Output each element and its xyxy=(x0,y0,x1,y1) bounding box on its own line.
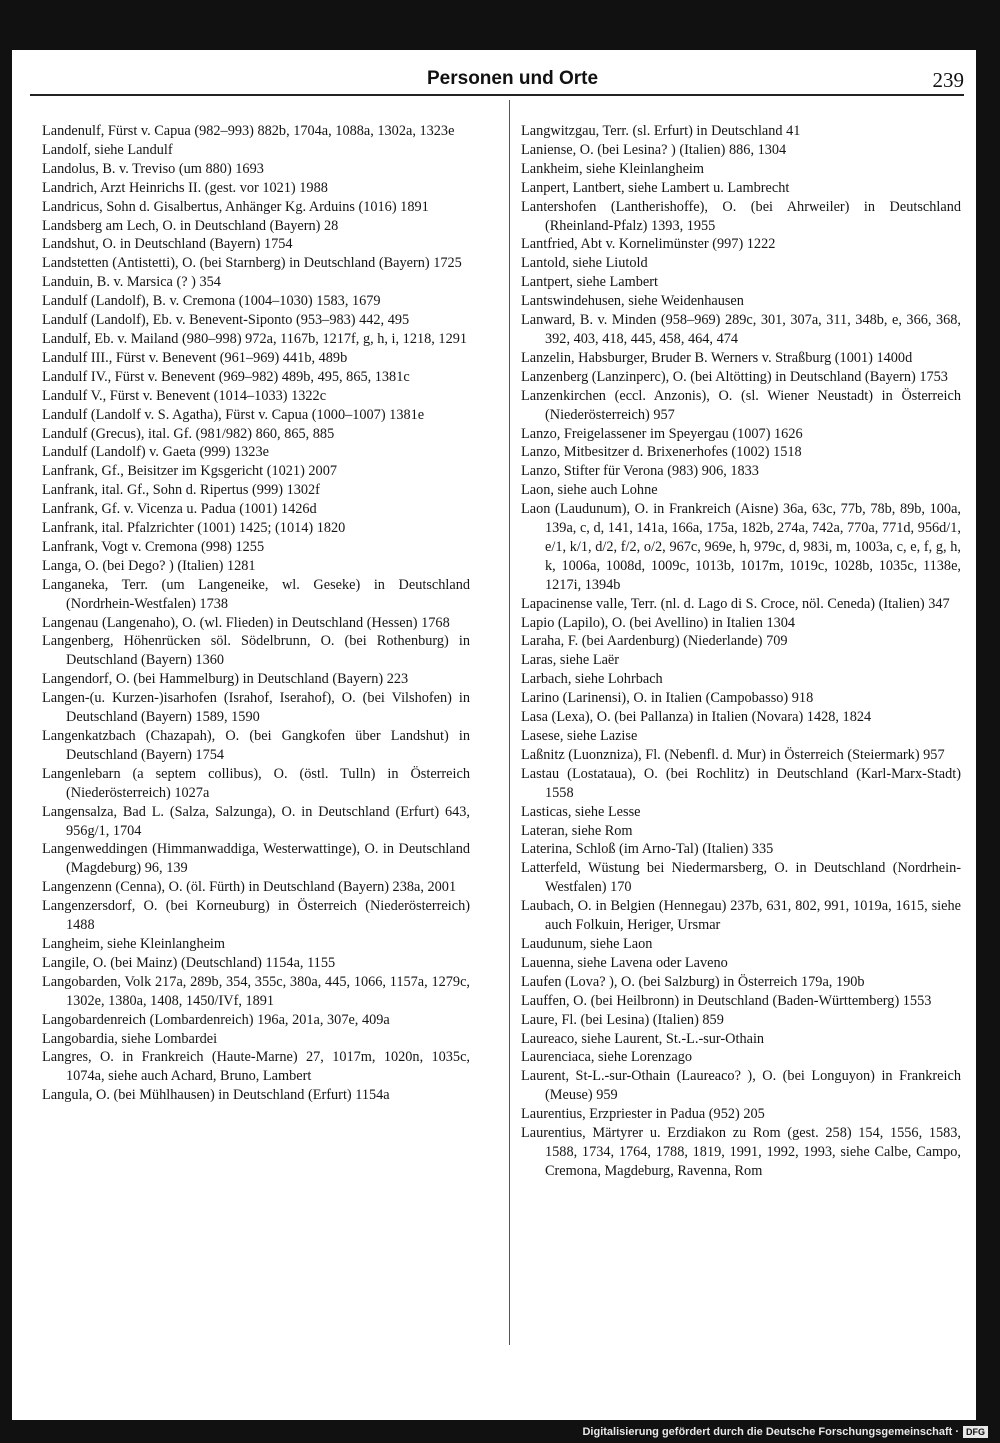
footer-text: Digitalisierung gefördert durch die Deutsche Forschungsgemeinschaft · xyxy=(582,1426,959,1438)
index-entry: Laurentius, Märtyrer u. Erzdiakon zu Rom (gest. 258) 154, 1556, 1583, 1588, 1734, 1764, 1788, 1819, 1991, 1992, 1993, siehe Calbe, Campo, Cremona, Magdeburg, Ravenna, Rom xyxy=(521,1125,961,1179)
index-entry: Landulf V., Fürst v. Benevent (1014–1033) 1322c xyxy=(42,387,327,404)
index-entry: Landulf (Landolf) v. Gaeta (999) 1323e xyxy=(42,444,269,461)
index-entry: Landolus, B. v. Treviso (um 880) 1693 xyxy=(42,160,264,177)
index-entry: Landulf, Eb. v. Mailand (980–998) 972a, 1167b, 1217f, g, h, i, 1218, 1291 xyxy=(42,330,468,347)
index-entry: Lapio (Lapilo), O. (bei Avellino) in Italien 1304 xyxy=(521,614,796,631)
index-entry: Lanzo, Mitbesitzer d. Brixenerhofes (1002) 1518 xyxy=(521,444,802,461)
index-entry: Laraha, F. (bei Aardenburg) (Niederlande) 709 xyxy=(521,633,788,650)
index-entry: Lauffen, O. (bei Heilbronn) in Deutschland (Baden-Württemberg) 1553 xyxy=(521,992,932,1009)
index-entry: Laon (Laudunum), O. in Frankreich (Aisne) 36a, 63c, 77b, 78b, 89b, 100a, 139a, c, d, 141, 141a, 166a, 175a, 182b, 274a, 742a, 770a, 771d, 956d/1, e/1, k/1, d/2, f/2, o/2, 967c, 969e, h, 979c, d, 983i, m, 1003a, c, e, f, g, h, k, 1006a, 1008d, 1009c, 1013b, 1017m, 1019c, 1028b, 1035c, 1138e, 1217i, 1394b xyxy=(521,501,961,593)
index-entry: Lapacinense valle, Terr. (nl. d. Lago di S. Croce, nöl. Ceneda) (Italien) 347 xyxy=(521,595,950,612)
page-number: 239 xyxy=(932,68,964,92)
right-column xyxy=(521,122,961,1181)
index-entry: Laure, Fl. (bei Lesina) (Italien) 859 xyxy=(521,1011,724,1028)
index-entry: Langobarden, Volk 217a, 289b, 354, 355c, 380a, 445, 1066, 1157a, 1279c, 1302e, 1380a, 1408, 1450/IVf, 1891 xyxy=(42,973,470,1009)
index-entry: Landulf III., Fürst v. Benevent (961–969) 441b, 489b xyxy=(42,349,348,366)
index-entry: Laurentius, Erzpriester in Padua (952) 205 xyxy=(521,1106,765,1123)
index-entry: Lanzenkirchen (eccl. Anzonis), O. (sl. Wiener Neustadt) in Österreich (Niederösterreich) 957 xyxy=(521,387,961,423)
index-entry: Lasa (Lexa), O. (bei Pallanza) in Italien (Novara) 1428, 1824 xyxy=(521,709,872,726)
index-entry: Langensalza, Bad L. (Salza, Salzunga), O. in Deutschland (Erfurt) 643, 956g/1, 1704 xyxy=(42,803,470,839)
index-entry: Lasese, siehe Lazise xyxy=(521,728,638,744)
index-entry: Langenweddingen (Himmanwaddiga, Westerwattinge), O. in Deutschland (Magdeburg) 96, 139 xyxy=(42,841,470,877)
index-entry: Landricus, Sohn d. Gisalbertus, Anhänger Kg. Arduins (1016) 1891 xyxy=(42,198,429,215)
column-divider xyxy=(509,100,510,1345)
index-entry: Langa, O. (bei Dego? ) (Italien) 1281 xyxy=(42,557,256,574)
index-entry: Landstetten (Antistetti), O. (bei Starnberg) in Deutschland (Bayern) 1725 xyxy=(42,255,462,272)
page-title: Personen und Orte xyxy=(427,68,599,89)
index-entry: Lantershofen (Lantherishoffe), O. (bei Ahrweiler) in Deutschland (Rheinland-Pfalz) 1393, 1955 xyxy=(521,198,961,234)
index-entry: Landulf IV., Fürst v. Benevent (969–982) 489b, 495, 865, 1381c xyxy=(42,368,410,385)
dfg-logo: DFG xyxy=(963,1426,988,1438)
index-entry: Lankheim, siehe Kleinlangheim xyxy=(521,160,705,177)
index-entry: Lanfrank, ital. Gf., Sohn d. Ripertus (999) 1302f xyxy=(42,482,320,499)
header-rule xyxy=(30,94,964,96)
index-entry: Laureaco, siehe Laurent, St.-L.-sur-Othain xyxy=(521,1030,765,1047)
index-entry: Landolf, siehe Landulf xyxy=(42,141,173,158)
index-entry: Langula, O. (bei Mühlhausen) in Deutschland (Erfurt) 1154a xyxy=(42,1087,390,1104)
index-entry: Laniense, O. (bei Lesina? ) (Italien) 886, 1304 xyxy=(521,141,787,158)
index-entry: Langendorf, O. (bei Hammelburg) in Deutschland (Bayern) 223 xyxy=(42,671,409,688)
index-entry: Langenberg, Höhenrücken söl. Södelbrunn, O. (bei Rothenburg) in Deutschland (Bayern) 1360 xyxy=(42,633,470,669)
index-entry: Lanpert, Lantbert, siehe Lambert u. Lambrecht xyxy=(521,179,790,196)
index-entry: Lanzenberg (Lanzinperc), O. (bei Altötting) in Deutschland (Bayern) 1753 xyxy=(521,368,948,385)
index-entry: Laurenciaca, siehe Lorenzago xyxy=(521,1049,693,1066)
index-entry: Lanfrank, Gf. v. Vicenza u. Padua (1001) 1426d xyxy=(42,501,317,518)
index-entry: Landulf (Grecus), ital. Gf. (981/982) 860, 865, 885 xyxy=(42,425,335,442)
index-entry: Landenulf, Fürst v. Capua (982–993) 882b, 1704a, 1088a, 1302a, 1323e xyxy=(42,123,455,139)
index-entry: Landshut, O. in Deutschland (Bayern) 1754 xyxy=(42,236,293,253)
document-page xyxy=(12,50,976,1420)
index-entry: Langaneka, Terr. (um Langeneike, wl. Geseke) in Deutschland (Nordrhein-Westfalen) 1738 xyxy=(42,576,470,612)
index-entry: Langobardia, siehe Lombardei xyxy=(42,1030,218,1047)
index-entry: Lantfried, Abt v. Kornelimünster (997) 1222 xyxy=(521,236,776,253)
index-entry: Landrich, Arzt Heinrichs II. (gest. vor 1021) 1988 xyxy=(42,179,328,196)
index-entry: Langile, O. (bei Mainz) (Deutschland) 1154a, 1155 xyxy=(42,954,336,971)
index-entry: Laterina, Schloß (im Arno-Tal) (Italien) 335 xyxy=(521,841,774,858)
index-entry: Laßnitz (Luonzniza), Fl. (Nebenfl. d. Mur) in Österreich (Steiermark) 957 xyxy=(521,746,945,763)
index-entry: Latterfeld, Wüstung bei Niedermarsberg, O. in Deutschland (Nordrhein-Westfalen) 170 xyxy=(521,860,961,896)
index-entry: Lantpert, siehe Lambert xyxy=(521,274,658,291)
index-entry: Lauenna, siehe Lavena oder Laveno xyxy=(521,954,728,971)
index-entry: Lantswindehusen, siehe Weidenhausen xyxy=(521,293,744,310)
index-entry: Lasticas, siehe Lesse xyxy=(521,803,641,820)
index-entry: Langenlebarn (a septem collibus), O. (östl. Tulln) in Österreich (Niederösterreich) 1027a xyxy=(42,765,470,801)
left-column xyxy=(42,122,470,1105)
index-entry: Langenau (Langenaho), O. (wl. Flieden) in Deutschland (Hessen) 1768 xyxy=(42,614,450,631)
index-entry: Laurent, St-L.-sur-Othain (Laureaco? ), O. (bei Longuyon) in Frankreich (Meuse) 959 xyxy=(521,1068,961,1104)
index-entry: Langobardenreich (Lombardenreich) 196a, 201a, 307e, 409a xyxy=(42,1011,390,1028)
index-entry: Lantold, siehe Liutold xyxy=(521,255,648,272)
index-entry: Laudunum, siehe Laon xyxy=(521,935,653,952)
index-entry: Langres, O. in Frankreich (Haute-Marne) 27, 1017m, 1020n, 1035c, 1074a, siehe auch Achard, Bruno, Lambert xyxy=(42,1049,470,1085)
index-entry: Landulf (Landolf v. S. Agatha), Fürst v. Capua (1000–1007) 1381e xyxy=(42,406,425,423)
index-entry: Langen-(u. Kurzen-)isarhofen (Israhof, Iserahof), O. (bei Vilshofen) in Deutschland (Bayern) 1589, 1590 xyxy=(42,690,470,726)
index-entry: Lanzo, Stifter für Verona (983) 906, 1833 xyxy=(521,463,759,480)
index-entry: Landuin, B. v. Marsica (? ) 354 xyxy=(42,274,221,291)
index-entry: Larbach, siehe Lohrbach xyxy=(521,671,663,688)
index-entry: Landulf (Landolf), B. v. Cremona (1004–1030) 1583, 1679 xyxy=(42,293,381,310)
index-entry: Langenkatzbach (Chazapah), O. (bei Gangkofen über Landshut) in Deutschland (Bayern) 1754 xyxy=(42,728,470,763)
page-header xyxy=(30,68,964,102)
index-entry: Langenzenn (Cenna), O. (öl. Fürth) in Deutschland (Bayern) 238a, 2001 xyxy=(42,879,457,896)
footer-credit xyxy=(582,1426,988,1438)
index-entry: Laufen (Lova? ), O. (bei Salzburg) in Österreich 179a, 190b xyxy=(521,973,865,990)
index-entry: Lanward, B. v. Minden (958–969) 289c, 301, 307a, 311, 348b, e, 366, 368, 392, 403, 418, 445, 458, 464, 474 xyxy=(521,312,961,347)
index-entry: Landulf (Landolf), Eb. v. Benevent-Siponto (953–983) 442, 495 xyxy=(42,312,410,329)
index-entry: Lateran, siehe Rom xyxy=(521,822,633,839)
index-entry: Laon, siehe auch Lohne xyxy=(521,482,658,499)
index-entry: Lanfrank, Gf., Beisitzer im Kgsgericht (1021) 2007 xyxy=(42,463,337,480)
index-entry: Landsberg am Lech, O. in Deutschland (Bayern) 28 xyxy=(42,217,339,234)
index-entry: Lanzo, Freigelassener im Speyergau (1007) 1626 xyxy=(521,425,803,442)
index-entry: Larino (Larinensi), O. in Italien (Campobasso) 918 xyxy=(521,690,814,707)
index-entry: Lastau (Lostataua), O. (bei Rochlitz) in Deutschland (Karl-Marx-Stadt) 1558 xyxy=(521,765,961,801)
index-entry: Lanzelin, Habsburger, Bruder B. Werners v. Straßburg (1001) 1400d xyxy=(521,349,913,366)
index-entry: Laras, siehe Laër xyxy=(521,652,620,669)
index-entry: Langenzersdorf, O. (bei Korneuburg) in Österreich (Niederösterreich) 1488 xyxy=(42,898,470,934)
index-entry: Lanfrank, Vogt v. Cremona (998) 1255 xyxy=(42,538,265,555)
index-entry: Langwitzgau, Terr. (sl. Erfurt) in Deutschland 41 xyxy=(521,123,801,139)
index-entry: Laubach, O. in Belgien (Hennegau) 237b, 631, 802, 991, 1019a, 1615, siehe auch Folkuin, Heriger, Ursmar xyxy=(521,898,961,934)
index-entry: Lanfrank, ital. Pfalzrichter (1001) 1425; (1014) 1820 xyxy=(42,520,346,537)
index-entry: Langheim, siehe Kleinlangheim xyxy=(42,935,226,952)
